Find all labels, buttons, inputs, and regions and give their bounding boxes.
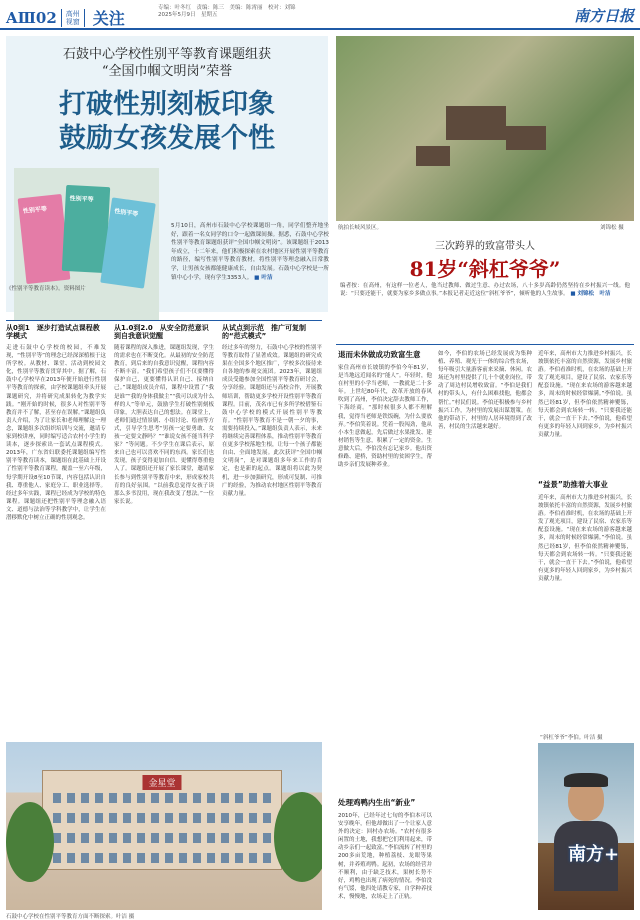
byline: ■ 刘锦松 叶洁 <box>570 291 611 298</box>
aerial-photo <box>336 36 634 221</box>
left-lead-paragraph <box>171 222 329 282</box>
date-line: 2025年5月9日 星期五 <box>158 12 218 18</box>
right-subhead-2: 处理鸡鸭内生出“新业” <box>338 798 416 807</box>
portrait-photo <box>538 743 634 910</box>
lead-body: 编者按：在高州，有这样一位老人，他当过教师、做过生意、办过农场，八十多岁高龄仍然坚持在乡村振兴一线。他说：“只要还能干，就要为家乡多做点事。”本报记者走近这位“斜杠爷爷”，倾听他的人生故事。 <box>340 283 630 298</box>
left-headline-box <box>6 36 328 312</box>
left-subhead-2: 从1.0到2.0 从安全防范意识到自我意识觉醒 <box>114 324 209 340</box>
edition-suffix: 视窗 <box>65 17 80 26</box>
header-divider <box>61 9 62 27</box>
school-photo-caption: 石鼓中心学校在性别平等教育方面不断探索。叶洁 摄 <box>6 914 135 920</box>
lead-body: 5月10日，高州市石鼓中心学校课题组一角，同学们整齐地坐好，跟着一名女同学的口令一起做课间操。据悉，石鼓中心学校性别平等教育课题组获评“全国巾帼文明岗”。该课题组于2013年成立，十二年来，他们积极探索在农村地区开展性别平等教育的路径，编写性别平等教育教材，将性别平等理念融入日常教学，让男孩女孩都能健康成长，自由发展。石鼓中心学校是一所镇中心小学，现有学生3353人。 <box>171 223 329 281</box>
edition-city: 高州 <box>65 9 80 18</box>
right-column-3a: 近年来，高州市大力推进乡村振兴，长坡镇依托丰富的自然资源，发展乡村旅游。李伯看准时机，在农场的基础上开发了观光项目，建设了民宿、农家乐等配套设施。“现在来农场的游客越来越多，周末的时候经常爆满。”李伯说。虽然已经81岁，但李伯依然精神矍铄，每天都会到农场转一转。“只要我还能干，就会一直干下去。”李伯说，他希望有更多的年轻人回到家乡，为乡村振兴贡献力量。 <box>538 351 632 438</box>
nanfang-plus-logo: 南方+ <box>568 844 620 865</box>
building-roof <box>506 126 546 150</box>
left-kicker <box>6 46 328 80</box>
column-rule <box>336 344 634 345</box>
books-caption: 《性别平等教育读本》。资料图片 <box>6 286 86 292</box>
window-row <box>53 813 273 823</box>
window-row <box>53 793 273 803</box>
editor-credits <box>158 5 296 19</box>
page-header <box>0 0 640 30</box>
building-roof <box>416 146 450 166</box>
book-title: 性别平等 <box>113 207 139 219</box>
kicker-line: 石鼓中心学校性别平等教育课题组获 <box>62 47 271 62</box>
school-building <box>42 770 282 870</box>
page-number: AⅢ02 <box>6 8 57 27</box>
byline: ■ 叶洁 <box>254 274 273 281</box>
aerial-caption: 航拍长岐风景区。 <box>338 225 383 231</box>
building-roof <box>446 106 506 140</box>
right-kicker: 三次跨界的致富带头人 <box>435 241 535 252</box>
window-row <box>53 853 273 863</box>
right-lead-paragraph <box>340 282 630 299</box>
headline-line: 打破性别刻板印象 <box>59 89 275 120</box>
school-photo <box>6 742 322 910</box>
left-column-3: 经过多年的努力，石鼓中心学校的性别平等教育取得了显著成效。课题组的研究成果在全国多个地区推广，学校多次接待来自各地的参观交流团。2023年，课题组成员受邀参加全国性别平等教育研讨会，分享经验。课题组还与高校合作，开展教师培训，帮助更多学校开设性别平等教育课程。目前，茂名市已有多所学校借鉴石鼓中心学校的模式开展性别平等教育。“性别平等教育不是一朝一夕的事，需要持续投入。”课题组负责人表示，未来将继续完善课程体系，推动性别平等教育在更多学校落地生根，让每一个孩子都能自由、全面地发展。此次获评“全国巾帼文明岗”，是对课题组多年来工作的肯定，也是新的起点。课题组将以此为契机，进一步加强研究，形成可复制、可推广的经验，为推动农村地区性别平等教育贡献力量。 <box>222 345 322 497</box>
header-divider <box>84 9 85 27</box>
window-row <box>53 833 273 843</box>
masthead-left <box>6 6 125 29</box>
left-subhead-1: 从0到1 逐步打造试点课程教学模式 <box>6 324 100 340</box>
hat <box>564 773 608 787</box>
school-sign: 金星堂 <box>142 775 181 790</box>
books-photo <box>14 168 159 320</box>
column-rule <box>6 320 322 321</box>
right-column-2: 如今，李伯的农场已经发展成为集种植、养殖、观光于一体的综合性农场，每年吸引大量游客前来采摘、休闲。农场还为村里提供了几十个就业岗位，带动了周边村民增收致富。“李伯是我们村的带头人，有什么困难找他，他都会帮忙。”村民们说。李伯还积极参与乡村振兴工作，为村里的发展出谋划策。在他的带动下，村里的人居环境得到了改善，村民的生活越来越好。 <box>438 351 532 430</box>
editor-line: 专编：叶冬红 责编：陈三 美编：陈霄丽 校对：刘锦 <box>158 5 296 11</box>
right-subhead-1: 退而未休做成功致富生意 <box>338 350 421 359</box>
book-title: 性别平等 <box>22 205 48 216</box>
left-column-1: 走进石鼓中心学校的校园，不难发现，“性别平等”的理念已经深深植根于这所学校。从教材、课堂、活动到校园文化，性别平等教育贯穿其中。据了解，石鼓中心学校早在2013年便开始进行性别平等教育的探索，由学校课题组牵头开展课题研究，并将研究成果转化为教学实践。“刚开始的时候，很多人对性别平等教育并不了解，甚至存在误解。”课题组负责人介绍，为了让家长和老师理解这一理念，课题组多次组织培训与交流，邀请专家到校讲座，同时编写适合农村小学生的读本，逐步探索出一套试点课程模式。2013年，广东省妇联委托课题组编写性别平等教育读本，课题组在此基础上开设了性别平等教育课程，覆盖一至六年级，每学期开设8至10节课，内容包括认识自我、尊重他人、家庭分工、职业选择等。经过多年实践，课程已经成为学校的特色课程。课题组还把性别平等理念融入语文、道德与法治等学科教学中，让学生在潜移默化中树立正确的性别观念。 <box>6 345 106 521</box>
right-column-3b: 近年来，高州市大力推进乡村振兴，长坡镇依托丰富的自然资源，发展乡村旅游。李伯看准时机，在农场的基础上开发了观光项目，建设了民宿、农家乐等配套设施。“现在来农场的游客越来越多，周末的时候经常爆满。”李伯说。虽然已经81岁，但李伯依然精神矍铄，每天都会到农场转一转。“只要我还能干，就会一直干下去。”李伯说，他希望有更多的年轻人回到家乡，为乡村振兴贡献力量。 <box>538 495 632 582</box>
headline-line: 鼓励女孩发展个性 <box>59 123 275 154</box>
right-subhead-3: “益景”助推着大事业 <box>538 480 608 489</box>
newspaper-logo: 南方日报 <box>573 7 634 25</box>
right-column-1: 家住高州市长坡镇的李伯今年81岁，是当地远近闻名的“能人”。年轻时，他在村里的小学当老师，一教就是二十多年。上世纪80年代，改革开放的春风吹到了高州，李伯决定辞去教师工作，下海经商。“那时候很多人都不理解我，觉得当老师是铁饭碗，为什么要放弃。”李伯笑着说。凭着一股闯劲，他从小本生意做起，先后做过水果批发、建材销售等生意，积累了一定的资金。生意做大后，李伯没有忘记家乡。他出资修路、建桥，资助村里的贫困学生，帮助乡亲们发展种养业。 <box>338 365 432 469</box>
right-column-1b: 2010年，已经年过七旬的李伯本可以安享晚年，但他却做出了一个让家人意外的决定：回村办农场。“农村有很多闲置的土地，我想把它们利用起来，带动乡亲们一起致富。”李伯流转了村里的200多亩荒地，种植荔枝、龙眼等果树，并养殖鸡鸭。起初，农场的经营并不顺利，由于缺乏技术，果树长势不好，鸡鸭也出现了病死的情况。李伯没有气馁，他四处请教专家，自学种养技术，慢慢地，农场走上了正轨。 <box>338 813 432 900</box>
aerial-credit: 刘锦松 摄 <box>600 225 624 231</box>
tree <box>6 802 54 882</box>
left-column-2: 随着课程的深入推进，课题组发现，学生的需求也在不断变化。从最初的安全防范教育，到后来的自我意识觉醒，课程内容不断丰富。“我们希望孩子们不仅要懂得保护自己，更要懂得认识自己、接纳自己。”课题组成员介绍，课程中设置了“我是谁”“我的身体我做主”“我可以成为什么样的人”等单元，鼓励学生打破性别刻板印象，大胆表达自己的想法。在课堂上，老师们通过情景剧、小组讨论、绘画等方式，引导学生思考“男孩一定要勇敢、女孩一定要文静吗？”“谁说女孩不能当科学家？”等问题。不少学生在课后表示，原来自己也可以喜欢不同的东西。家长们也发现，孩子变得更加自信、更懂得尊重他人了。课题组还开展了家长课堂，邀请家长参与到性别平等教育中来，形成家校共育的良好氛围。“以前我总觉得女孩子读那么多书没用，现在我改变了想法。”一位家长说。 <box>114 345 214 505</box>
book-title: 性别平等 <box>69 195 94 204</box>
left-subhead-3: 从试点到示范 推广可复制的“范式模式” <box>222 324 306 340</box>
tree <box>274 792 322 882</box>
portrait-caption: “斜杠爷爷”李伯。叶洁 摄 <box>540 735 603 741</box>
left-headline <box>6 88 328 156</box>
edition-label <box>66 10 80 26</box>
right-headline: 81岁“斜杠爷爷” <box>409 257 561 281</box>
section-title: 关注 <box>92 9 125 28</box>
kicker-line: “全国巾帼文明岗”荣誉 <box>101 64 233 79</box>
